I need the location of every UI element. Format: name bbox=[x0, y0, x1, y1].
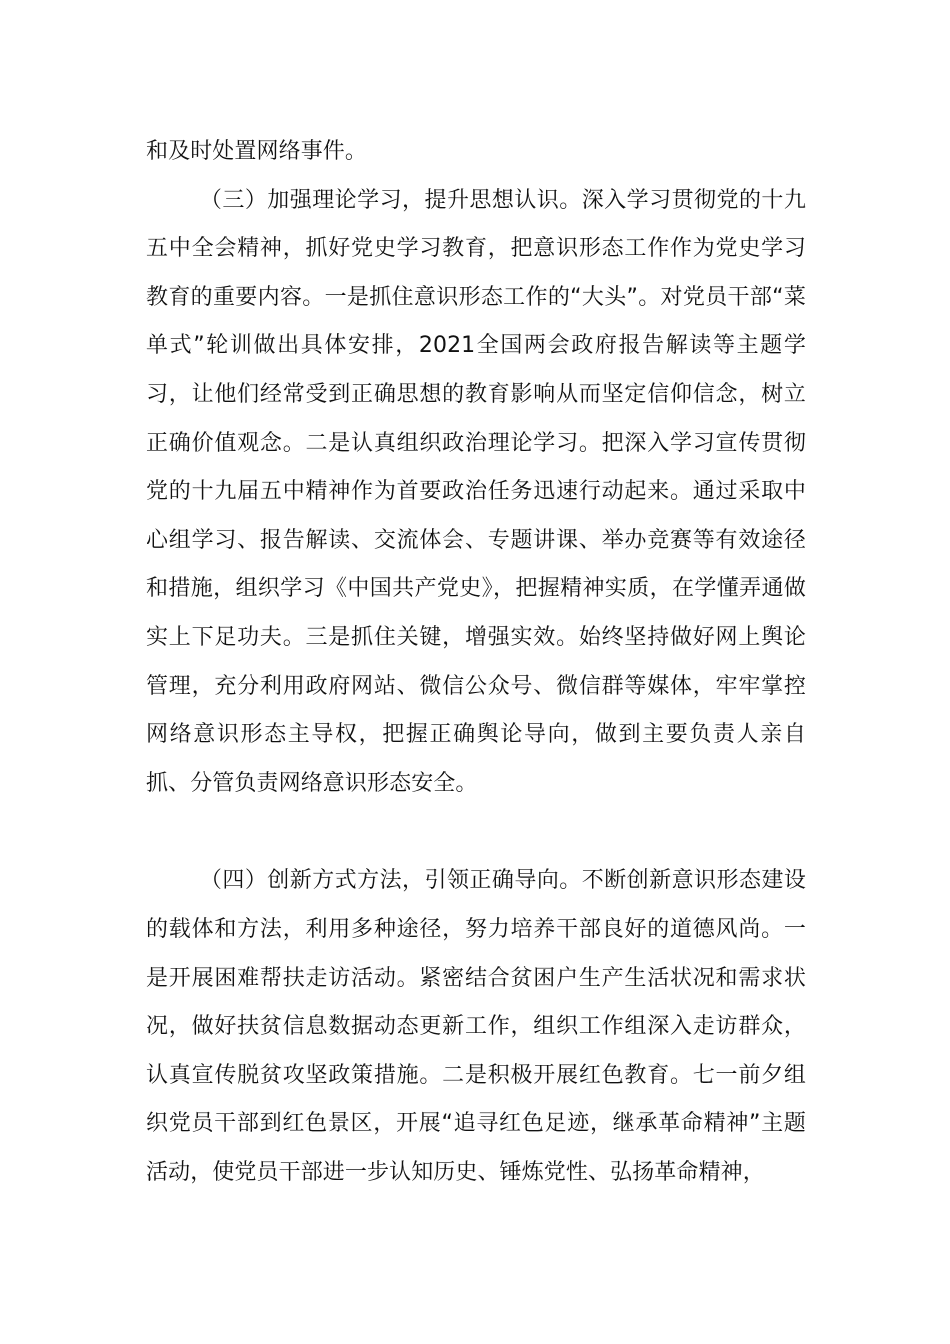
paragraph-gap bbox=[146, 808, 806, 857]
paragraph-section-four: （四）创新方式方法，引领正确导向。不断创新意识形态建设的载体和方法，利用多种途径，努力培养干部良好的道德风尚。一是开展困难帮扶走访活动。紧密结合贫困户生产生活状况和需求状况，做好扶贫信息数据动态更新工作，组织工作组深入走访群众，认真宣传脱贫攻坚政策措施。二是积极开展红色教育。七一前夕组织党员干部到红色景区，开展“追寻红色足迹，继承革命精神”主题活动，使党员干部进一步认知历史、锤炼党性、弘扬革命精神， bbox=[146, 868, 806, 1185]
document-body bbox=[146, 128, 806, 1197]
paragraph-continuation: 和及时处置网络事件。 bbox=[146, 139, 368, 164]
paragraph-section-three: （三）加强理论学习，提升思想认识。深入学习贯彻党的十九五中全会精神，抓好党史学习教育，把意识形态工作作为党史学习教育的重要内容。一是抓住意识形态工作的“大头”。对党员干部“菜单式”轮训做出具体安排，2021全国两会政府报告解读等主题学习，让他们经常受到正确思想的教育影响从而坚定信仰信念，树立正确价值观念。二是认真组织政治理论学习。把深入学习宣传贯彻党的十九届五中精神作为首要政治任务迅速行动起来。通过采取中心组学习、报告解读、交流体会、专题讲课、举办竞赛等有效途径和措施，组织学习《中国共产党史》，把握精神实质，在学懂弄通做实上下足功夫。三是抓住关键，增强实效。始终坚持做好网上舆论管理，充分利用政府网站、微信公众号、微信群等媒体，牢牢掌控网络意识形态主导权，把握正确舆论导向，做到主要负责人亲自抓、分管负责网络意识形态安全。 bbox=[146, 187, 806, 796]
